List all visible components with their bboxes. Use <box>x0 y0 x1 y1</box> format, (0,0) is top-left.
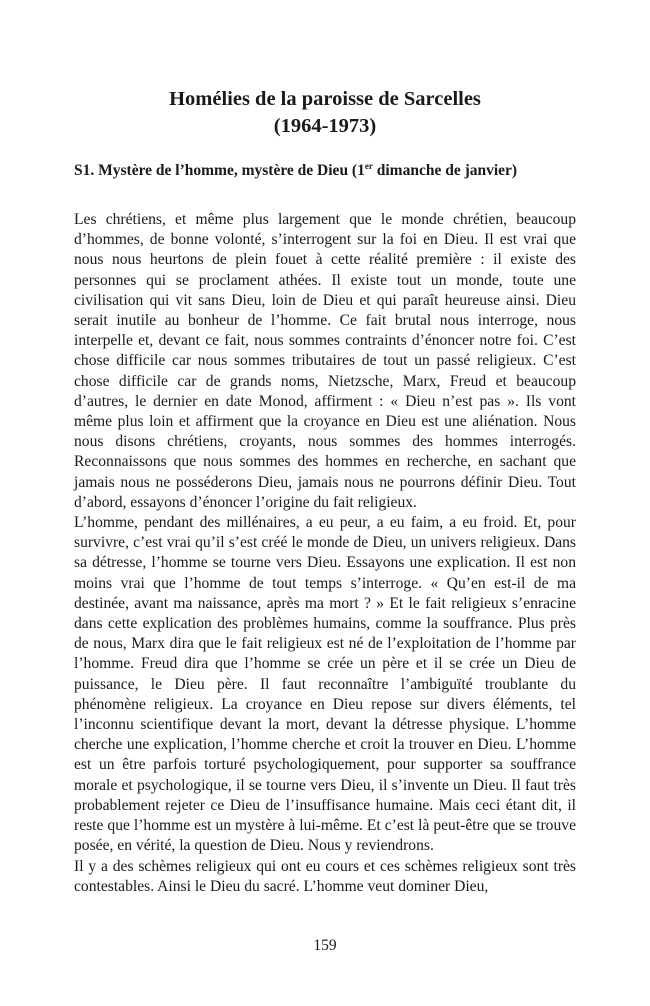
section-heading-end: dimanche de janvier) <box>372 162 518 179</box>
body-text <box>74 210 576 897</box>
title-line-2: (1964-1973) <box>273 115 377 137</box>
section-heading <box>74 161 576 181</box>
section-heading-main: S1. Mystère de l’homme, mystère de Dieu (1 <box>74 162 365 179</box>
paragraph: L’homme, pendant des millénaires, a eu peur, a eu faim, a eu froid. Et, pour survivre, c’est vrai qu’il s’est créé le monde de Dieu, un univers religieux. Dans sa détresse, l’homme se tourne vers Dieu. Essayons une explication. Il est non moins vrai que l’homme de tout temps s’interroge. « Qu’en est-il de ma destinée, avant ma naissance, après ma mort ? » Et le fait religieux s’enracine dans cette explication des problèmes humains, comme la souffrance. Plus près de nous, Marx dira que le fait religieux est né de l’exploitation de l’homme par l’homme. Freud dira que l’homme se crée un père et il se crée un Dieu de puissance, le Dieu père. Il faut reconnaître l’ambiguïté troublante du phénomène religieux. La croyance en Dieu repose sur divers éléments, tel l’inconnu scientifique devant la mort, devant la détresse physique. L’homme cherche une explication, l’homme cherche et croit la trouver en Dieu. L’homme est un être parfois torturé psychologiquement, pour supporter sa souffrance morale et psychologique, il se tourne vers Dieu, il s’invente un Dieu. Il faut très probablement rejeter ce Dieu de l’insuffisance humaine. Mais ceci étant dit, il reste que l’homme est un mystère à lui-même. Et c’est là peut-être que se trouve posée, en vérité, la question de Dieu. Nous y reviendrons. <box>74 514 576 855</box>
title-line-1: Homélies de la paroisse de Sarcelles <box>169 88 481 110</box>
paragraph: Il y a des schèmes religieux qui ont eu cours et ces schèmes religieux sont très contestables. Ainsi le Dieu du sacré. L’homme veut dominer Dieu, <box>74 857 576 895</box>
page-number: 159 <box>313 937 337 954</box>
section-heading-superscript: er <box>364 161 373 171</box>
paragraph: Les chrétiens, et même plus largement que le monde chrétien, beaucoup d’hommes, de bonne volonté, s’interrogent sur la foi en Dieu. Il est vrai que nous nous heurtons de plein fouet à cette réalité première : il existe des personnes qui se proclament athées. Il existe tout un monde, toute une civilisation qui vit sans Dieu, loin de Dieu et qui paraît heureuse ainsi. Dieu serait inutile au bonheur de l’homme. Ce fait brutal nous interroge, nous interpelle et, devant ce fait, nous sommes contraints d’énoncer notre foi. C’est chose difficile car nous sommes tributaires de tout un passé religieux. C’est chose difficile car de grands noms, Nietzsche, Marx, Freud et beaucoup d’autres, le dernier en date Monod, affirment : « Dieu n’est pas ». Ils vont même plus loin et affirment que la croyance en Dieu est une aliénation. Nous nous disons chrétiens, croyants, nous sommes des hommes interrogés. Reconnaissons que nous sommes des hommes en recherche, en sachant que jamais nous ne posséderons Dieu, jamais nous ne pourrons définir Dieu. Tout d’abord, essayons d’énoncer l’origine du fait religieux. <box>74 211 576 511</box>
document-title <box>74 86 576 140</box>
page-content <box>74 86 576 897</box>
